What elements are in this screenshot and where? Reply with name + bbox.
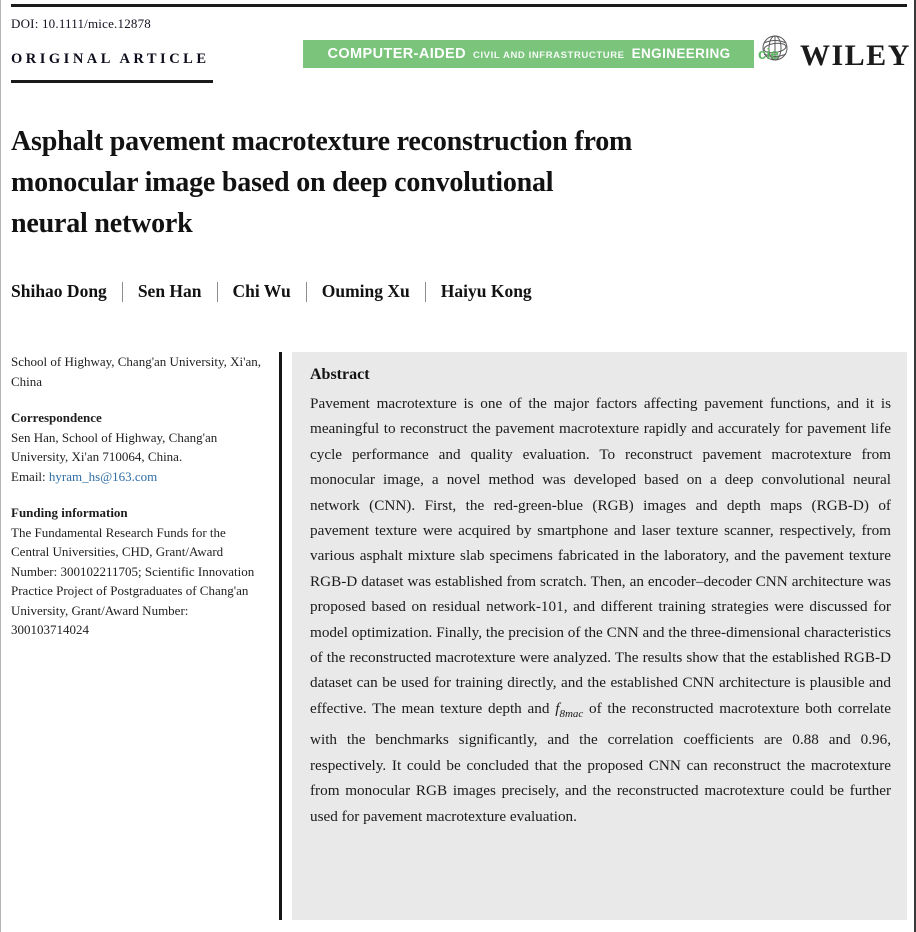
- abstract-heading: Abstract: [310, 366, 370, 383]
- author-separator: [425, 282, 426, 302]
- author-separator: [306, 282, 307, 302]
- top-rule: [11, 4, 907, 7]
- journal-title-banner: [303, 40, 755, 68]
- title-line-1: Asphalt pavement macrotexture reconstruction from: [11, 126, 633, 157]
- doi-text: DOI: 10.1111/mice.12878: [11, 16, 151, 31]
- abstract-text-before: Pavement macrotexture is one of the major factors affecting pavement functions, and it is meaningful to reconstruct the pavement macrotexture rapidly and accurately for pavement life cycle performance and quality evaluation. To reconstruct pavement macrotexture from monocular image, a novel method was developed based on a deep convolutional neural network (CNN). First, the red-green-blue (RGB) images and depth maps (RGB-D) of pavement texture were acquired by smartphone and laser texture scanner, respectively, from various asphalt mixture slab specimens fabricated in the laboratory, and the pavement texture RGB-D dataset was established from scratch. Then, an encoder–decoder CNN architecture was proposed based on residual network-101, and different training strategies were discussed for model optimization. Finally, the precision of the CNN and the three-dimensional characteristics of the reconstructed macrotexture were analyzed. The results show that the established RGB-D dataset can be used for training directly, and the established CNN architecture is plausible and effective. The mean texture depth and: [310, 395, 891, 717]
- funding-heading: Funding information: [11, 505, 128, 520]
- abstract-text: [310, 391, 891, 829]
- journal-logo: [754, 31, 792, 73]
- author-name: Haiyu Kong: [440, 281, 532, 301]
- abstract-text-after: of the reconstructed macrotexture both correlate with the benchmarks significantly, and the correlation coefficients are 0.88 and 0.96, respectively. It could be concluded that the proposed CNN can reconstruct the macrotexture from monocular RGB images precisely, and the reconstructed macrotexture could be further used for pavement macrotexture evaluation.: [310, 699, 891, 825]
- abstract-left-rule: [279, 352, 282, 920]
- globe-icon: [756, 33, 790, 71]
- title-line-3: neural network: [11, 208, 193, 239]
- logo-letters: cie: [758, 46, 779, 63]
- article-title: [11, 121, 691, 244]
- funding-body: The Fundamental Research Funds for the Central Universities, CHD, Grant/Award Number: 300102211705; Scientific Innovation Practice Project of Postgraduates of Chang'an University, Grant/Award Number: 300103714024: [11, 524, 255, 637]
- author-list: [11, 281, 532, 302]
- author-name: Sen Han: [137, 281, 202, 301]
- author-name: Shihao Dong: [11, 281, 107, 301]
- correspondence-body: Sen Han, School of Highway, Chang'an University, Xi'an 710064, China.: [11, 429, 218, 464]
- abstract-section: [292, 352, 907, 920]
- article-info-sidebar: [11, 352, 265, 657]
- title-line-2: monocular image based on deep convolutional: [11, 167, 554, 198]
- banner-segment-civil-infrastructure: CIVIL AND INFRASTRUCTURE: [472, 50, 625, 61]
- email-line: [11, 467, 265, 487]
- correspondence-heading: Correspondence: [11, 410, 102, 425]
- article-type-underline: [11, 80, 213, 83]
- affiliation-text: School of Highway, Chang'an University, Xi'an, China: [11, 354, 261, 389]
- author-name: Chi Wu: [232, 281, 291, 301]
- email-label: Email:: [11, 468, 49, 484]
- author-name: Ouming Xu: [321, 281, 410, 301]
- author-separator: [217, 282, 218, 302]
- f8mac-formula: $f_{8mac}$: [555, 699, 584, 720]
- funding-block: [11, 503, 265, 640]
- article-type-label: ORIGINAL ARTICLE: [11, 51, 210, 67]
- publisher-wordmark: WILEY: [800, 39, 911, 72]
- email-link[interactable]: hyram_hs@163.com: [48, 468, 158, 484]
- banner-segment-computer-aided: COMPUTER-AIDED: [327, 46, 466, 62]
- correspondence-block: [11, 408, 265, 486]
- author-separator: [122, 282, 123, 302]
- banner-segment-engineering: ENGINEERING: [631, 46, 731, 61]
